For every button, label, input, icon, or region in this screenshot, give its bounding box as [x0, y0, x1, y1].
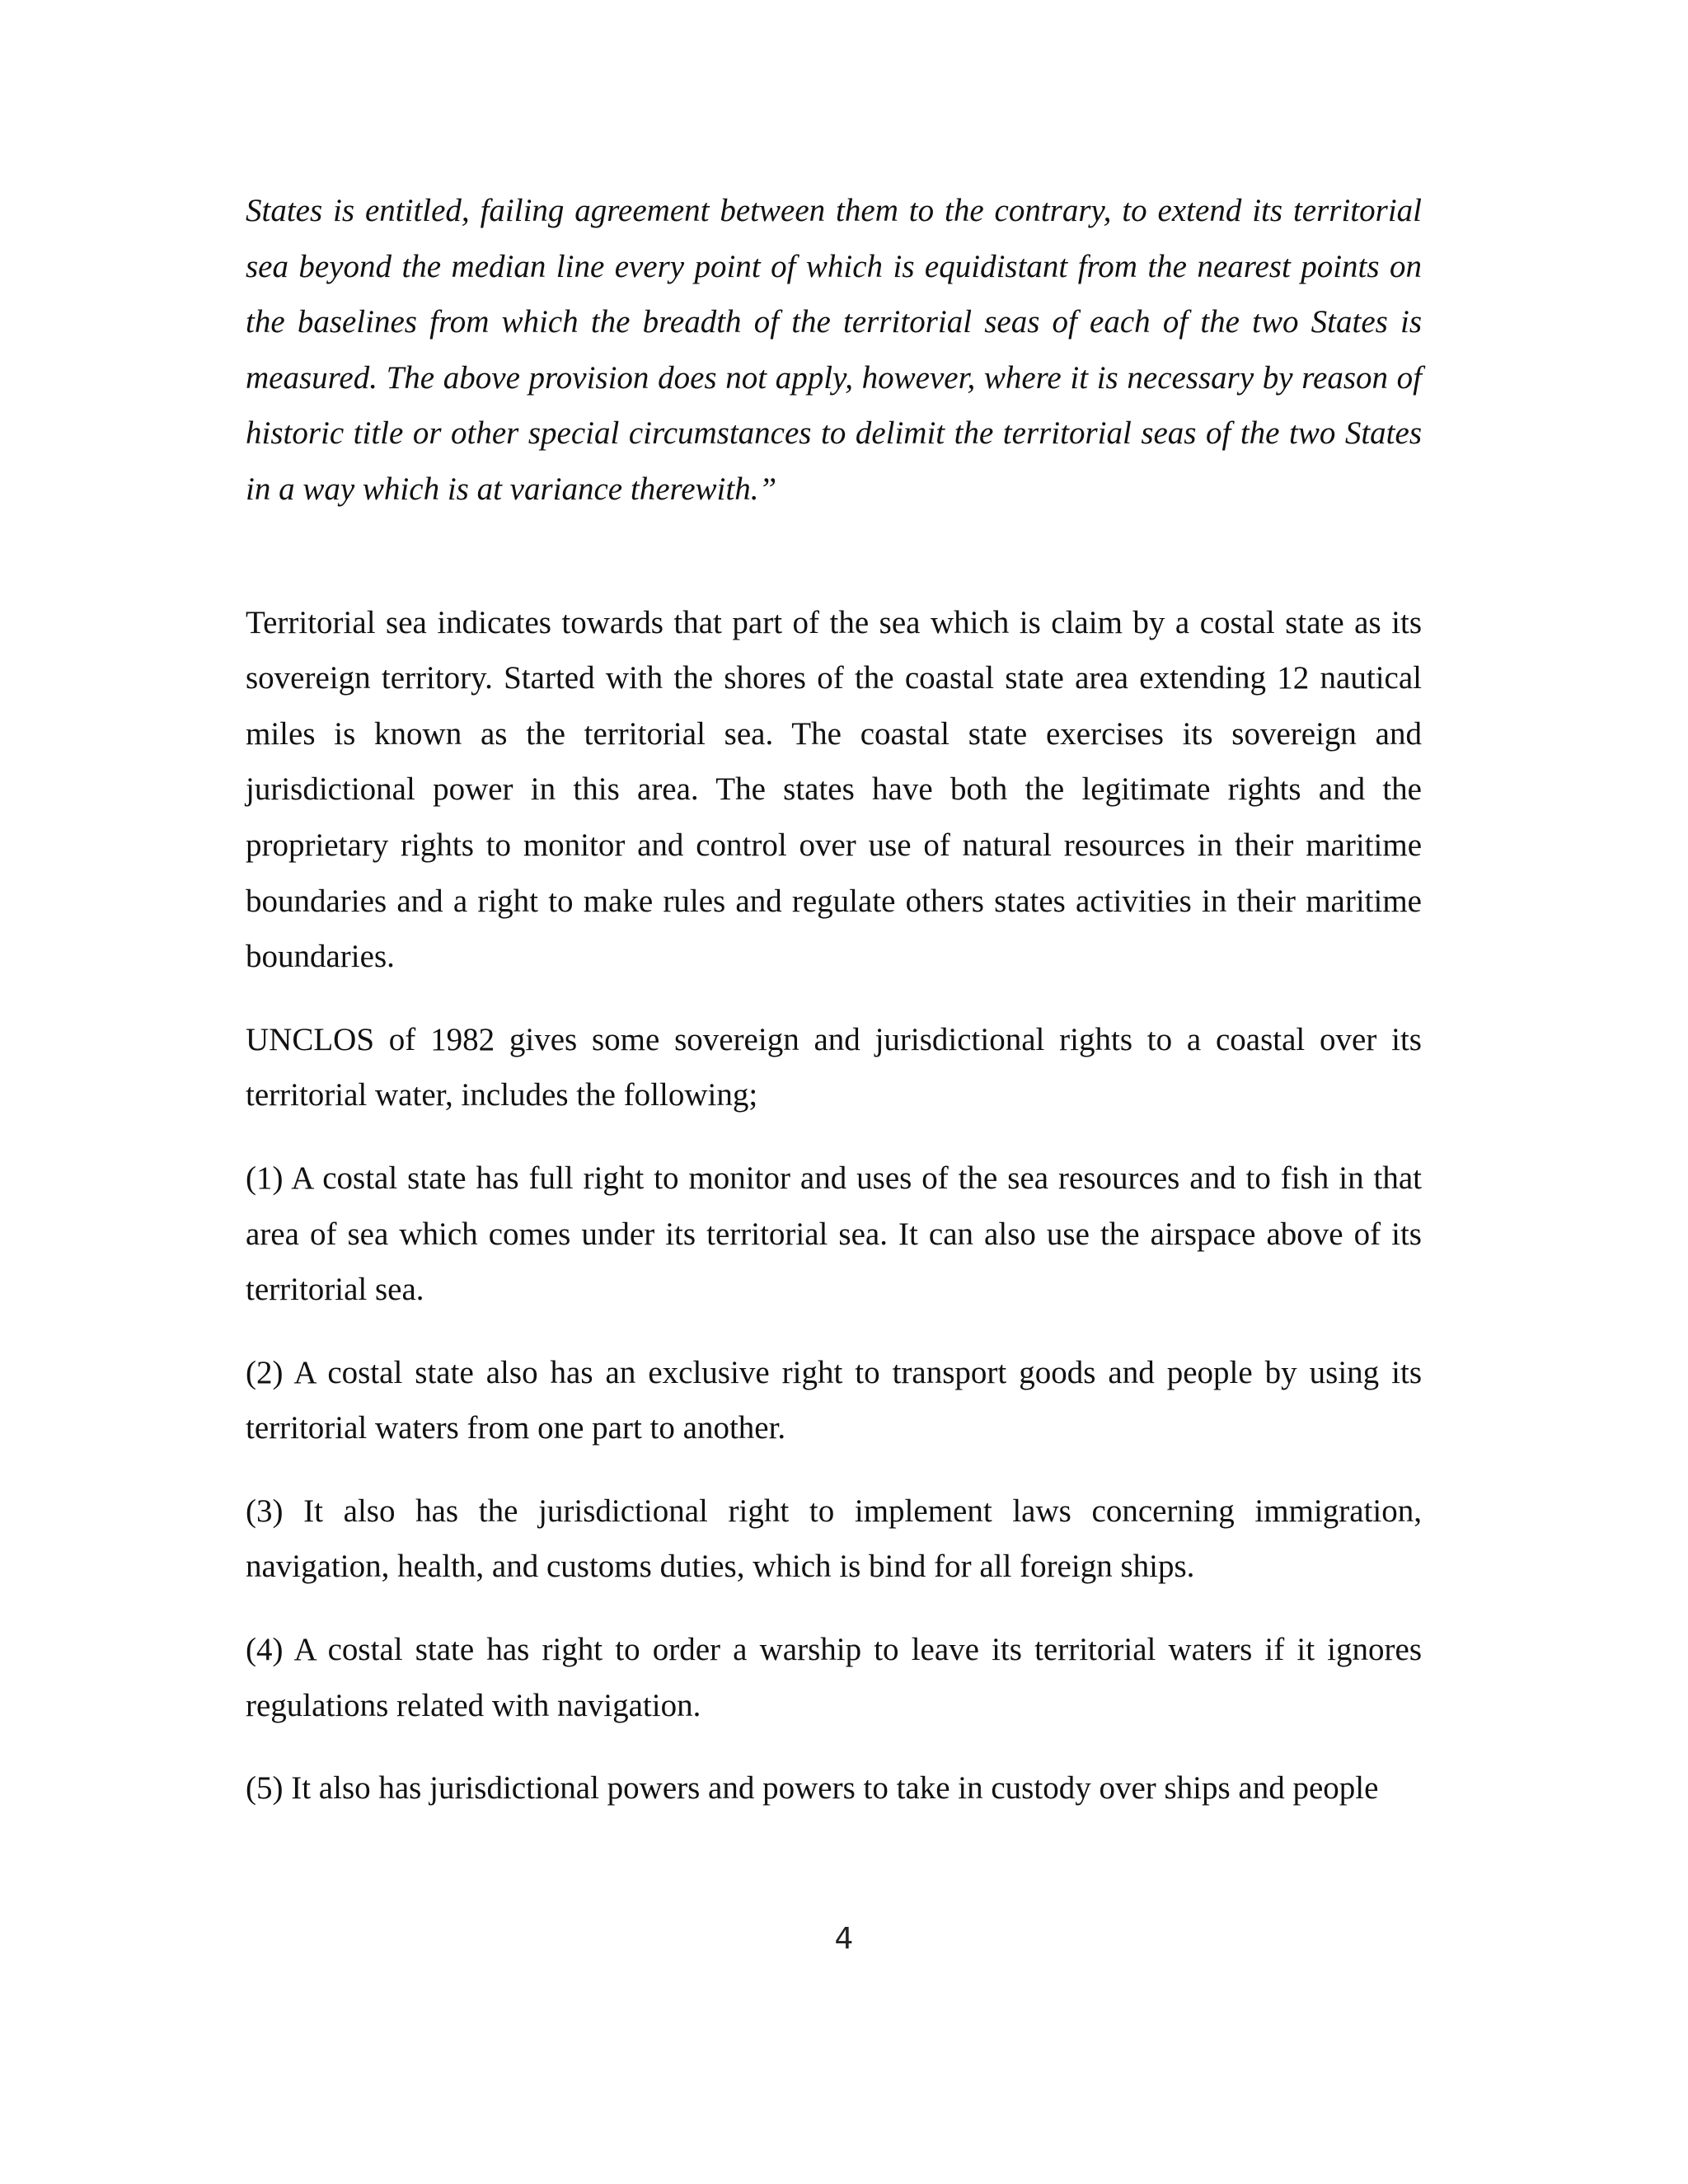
list-item-1: (1) A costal state has full right to monitor and uses of the sea resources and to fish in that area of sea which comes under its territorial sea. It can also use the airspace above of its territorial sea. [246, 1160, 1422, 1308]
paragraph-territorial-sea: Territorial sea indicates towards that part of the sea which is claim by a costal state as its sovereign territory. Started with the shores of the coastal state area extending 12 nautical miles is known as the territorial sea. The coastal state exercises its sovereign and jurisdictional power in this area. The states have both the legitimate rights and the proprietary rights to monitor and control over use of natural resources in their maritime boundaries and a right to make rules and regulate others states activities in their maritime boundaries. [246, 604, 1422, 975]
list-item-3: (3) It also has the jurisdictional right to implement laws concerning immigration, navigation, health, and customs duties, which is bind for all foreign ships. [246, 1493, 1422, 1585]
page-body [246, 183, 1422, 1816]
paragraph-unclos-intro: UNCLOS of 1982 gives some sovereign and jurisdictional rights to a coastal over its territorial water, includes the following; [246, 1021, 1422, 1113]
quoted-provision: States is entitled, failing agreement between them to the contrary, to extend its territorial sea beyond the median line every point of which is equidistant from the nearest points on the baselines from which the breadth of the territorial seas of each of the two States is measured. The above provision does not apply, however, where it is necessary by reason of historic title or other special circumstances to delimit the territorial seas of the two States in a way which is at variance therewith.” [246, 193, 1422, 507]
list-item-2: (2) A costal state also has an exclusive right to transport goods and people by using its territorial waters from one part to another. [246, 1354, 1422, 1446]
page-number: 4 [834, 1922, 854, 1956]
list-item-4: (4) A costal state has right to order a warship to leave its territorial waters if it ignores regulations related with navigation. [246, 1632, 1422, 1723]
list-item-5: (5) It also has jurisdictional powers and powers to take in custody over ships and people [246, 1770, 1379, 1807]
